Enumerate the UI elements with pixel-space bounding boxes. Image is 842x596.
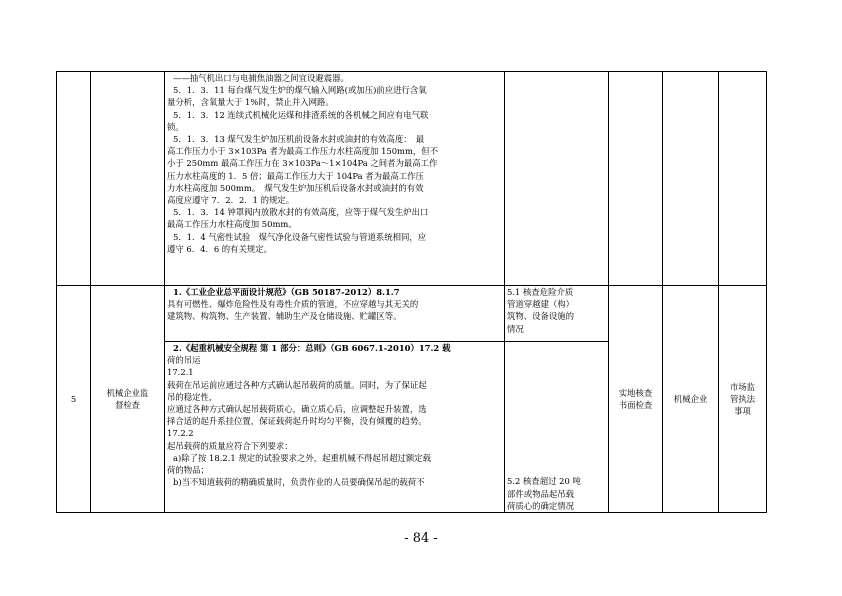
table-row <box>57 72 767 286</box>
content-cell <box>505 342 609 513</box>
basis-line: 最高工作压力水柱高度加 50mm。 <box>167 219 297 230</box>
object-cell: 机械企业 <box>663 286 719 513</box>
item-line: 机械企业监 <box>106 387 149 398</box>
basis-line: 5．1．4 气密性试验 煤气净化设备气密性试验与管道系统相同，应 <box>173 231 427 242</box>
basis-line: ——抽气机出口与电捕焦油器之间宜设避震器。 <box>173 73 349 83</box>
content-line: 5.2 核查超过 20 吨 <box>507 476 581 487</box>
item-line: 督检查 <box>114 400 141 410</box>
page-number: - 84 - <box>404 531 438 546</box>
basis-line: 力水柱高度加 500mm。 煤气发生炉加压机后设备水封或油封的有效 <box>167 182 424 193</box>
basis-line: 吊的稳定性， <box>167 391 218 402</box>
content-cell <box>505 72 609 286</box>
content-line: 5.1 核查危险介质 <box>507 287 574 297</box>
basis-line: 荷的物品； <box>167 465 209 476</box>
content-line: 情况 <box>507 323 524 334</box>
category-cell <box>719 72 767 286</box>
basis-line: b)当不知道载荷的精确质量时，负责作业的人员要确保吊起的载荷不 <box>173 477 425 488</box>
basis-line: 起吊载荷的质量应符合下列要求： <box>167 440 293 451</box>
content-line: 筑物、设备设施的 <box>507 311 574 322</box>
basis-line: 17.2.1 <box>167 367 194 378</box>
content-line: 部件或物品起吊载 <box>507 488 574 499</box>
basis-line: 5．1．3．14 钟罩阀内放散水封的有效高度，应等于煤气发生炉出口 <box>173 207 429 218</box>
category-line: 市场监 <box>729 381 756 392</box>
method-cell <box>609 72 663 286</box>
basis-cell <box>165 286 505 342</box>
basis-line: a)除了按 18.2.1 规定的试验要求之外，起重机械不得起吊超过额定载 <box>173 452 431 463</box>
basis-cell <box>165 342 505 513</box>
basis-line: 遵守 6．4．6 的有关规定。 <box>167 243 273 254</box>
table-row <box>57 286 767 342</box>
category-line: 管执法 <box>729 393 756 404</box>
method-cell <box>609 286 663 513</box>
basis-cell <box>165 72 505 286</box>
content-line: 管道穿越建（构） <box>507 299 574 310</box>
object-cell <box>663 72 719 286</box>
basis-line: 17.2.2 <box>167 428 194 439</box>
content-cell <box>505 286 609 342</box>
seq-cell: 5 <box>57 286 91 513</box>
content-line: 荷质心的确定情况 <box>507 500 574 511</box>
basis-line: 高度应遵守 7．2．2．1 的规定。 <box>167 195 295 206</box>
method-line: 书面检查 <box>618 400 653 410</box>
basis-line: 载荷在吊运前应通过各种方式确认起吊载荷的质量。同时，为了保证起 <box>167 379 427 390</box>
basis-line: 小于 250mm 最高工作压力在 3×103Pa～1×104Pa 之间者为最高工作 <box>167 158 438 169</box>
basis-line: 建筑物、构筑物、生产装置、辅助生产及仓储设施、贮罐区等。 <box>167 311 402 322</box>
basis-line: 应通过各种方式确认起吊载荷质心，确立质心后，应调整起升装置，选 <box>167 404 427 415</box>
category-cell <box>719 286 767 513</box>
basis-line: 锁。 <box>167 121 184 132</box>
basis-line: 5．1．3．13 煤气发生炉加压机前设备水封或油封的有效高度： 最 <box>173 134 425 145</box>
inspection-table <box>56 71 767 513</box>
basis-title: 1.《工业企业总平面设计规范》（GB 50187-2012）8.1.7 <box>173 287 400 297</box>
basis-line: 压力水柱高度的 1．5 倍；最高工作压力大于 104Pa 者为最高工作压 <box>167 170 424 181</box>
basis-line: 具有可燃性、爆炸危险性及有毒性介质的管道，不应穿越与其无关的 <box>167 299 419 310</box>
basis-line: 荷的吊运 <box>167 355 201 366</box>
basis-line: 高工作压力小于 3×103Pa 者为最高工作压力水柱高度加 150mm，但不 <box>167 146 439 157</box>
basis-line: 5．1．3．12 连续式机械化运煤和排渣系统的各机械之间应有电气联 <box>173 109 429 120</box>
method-line: 实地核查 <box>618 387 653 398</box>
basis-line: 5．1．3．11 每台煤气发生炉的煤气输入网路(或加压)前应进行含氧 <box>173 85 427 96</box>
basis-line: 择合适的起升系挂位置，保证载荷起升时均匀平衡，没有倾覆的趋势。 <box>167 416 427 427</box>
item-cell <box>91 72 165 286</box>
seq-cell <box>57 72 91 286</box>
category-line: 事项 <box>734 406 751 417</box>
basis-line: 量分析，含氧量大于 1%时，禁止并入网路。 <box>167 97 334 108</box>
item-cell <box>91 286 165 513</box>
basis-title: 2.《起重机械安全规程 第 1 部分：总则》（GB 6067.1-2010）17.2 载 <box>173 343 451 353</box>
